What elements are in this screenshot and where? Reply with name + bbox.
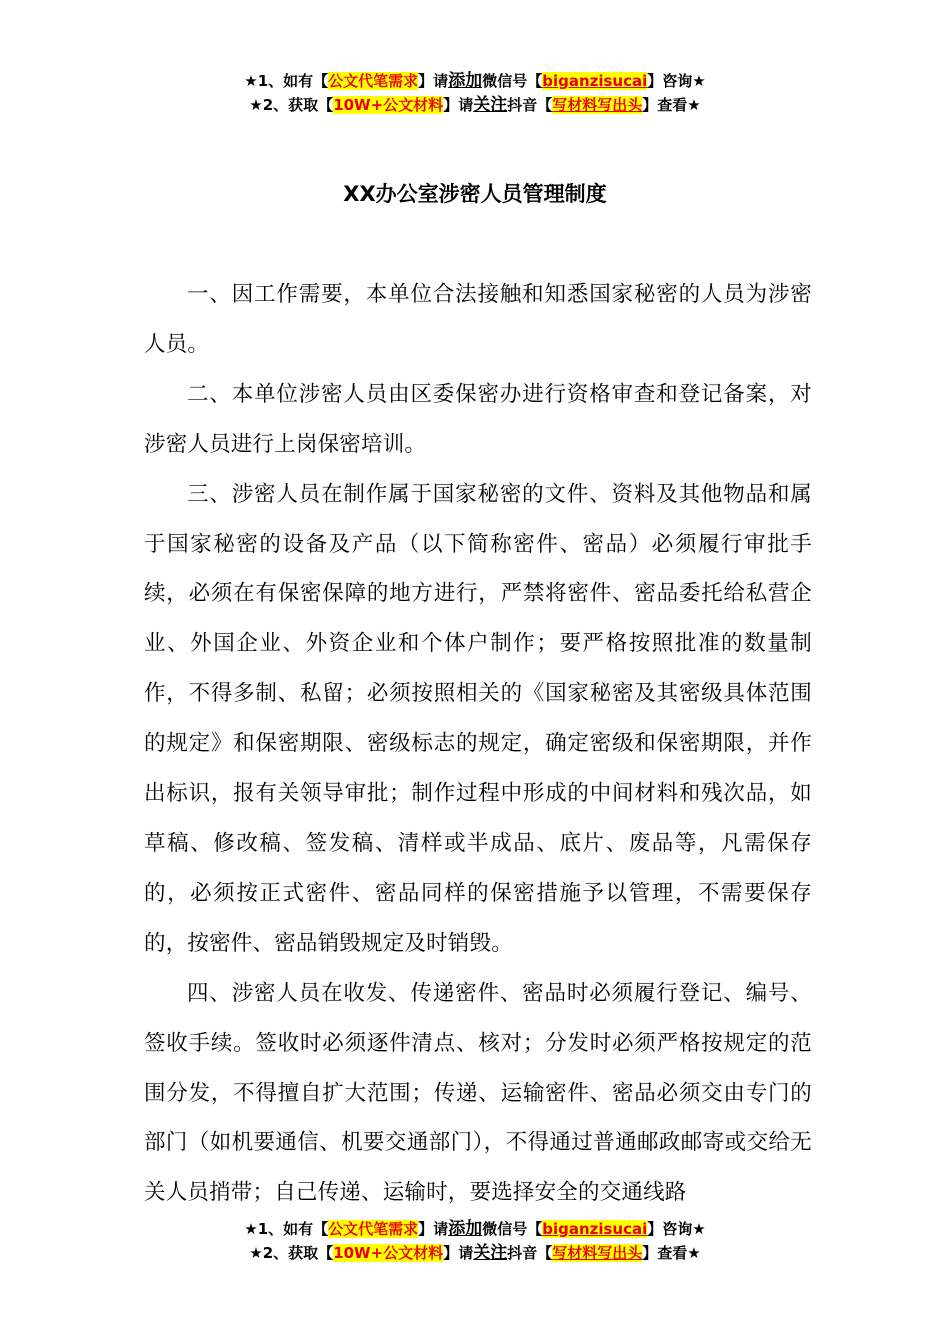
promo-text: 】咨询★: [647, 72, 706, 90]
promo-text: 】查看★: [642, 96, 701, 114]
paragraph-3: 三、涉密人员在制作属于国家秘密的文件、资料及其他物品和属于国家秘密的设备及产品（以下简称密件、密品）必须履行审批手续，必须在有保密保障的地方进行，严禁将密件、密品委托给私营企业、外国企业、外资企业和个体户制作；要严格按照批准的数量制作，不得多制、私留；必须按照相关的《国家秘密及其密级具体范围的规定》和保密期限、密级标志的规定，确定密级和保密期限，并作出标识，报有关领导审批；制作过程中形成的中间材料和残次品，如草稿、修改稿、签发稿、清样或半成品、底片、废品等，凡需保存的，必须按正式密件、密品同样的保密措施予以管理，不需要保存的，按密件、密品销毁规定及时销毁。: [144, 481, 812, 956]
promo-text: 】请: [418, 1220, 449, 1238]
promo-line-2: [0, 93, 950, 117]
promo-text: 微信号【: [482, 1220, 543, 1238]
paragraph-4: 四、涉密人员在收发、传递密件、密品时必须履行登记、编号、签收手续。签收时必须逐件清点、核对；分发时必须严格按规定的范围分发，不得擅自扩大范围；传递、运输密件、密品必须交由专门的部门（如机要通信、机要交通部门），不得通过普通邮政邮寄或交给无关人员捎带；自己传递、运输时，要选择安全的交通线路: [144, 980, 812, 1206]
promo-text: ★2、获取【: [249, 96, 334, 114]
promo-text: 抖音【: [507, 1244, 553, 1262]
paragraph-2: 二、本单位涉密人员由区委保密办进行资格审查和登记备案，对涉密人员进行上岗保密培训。: [144, 381, 812, 457]
promo-banner-top: [0, 69, 950, 117]
promo-highlight: 公文代笔需求: [328, 72, 419, 90]
document-title: XX办公室涉密人员管理制度: [343, 182, 607, 206]
promo-text: 微信号【: [482, 72, 543, 90]
promo-line-1: [0, 69, 950, 93]
promo-emphasis: 关注: [473, 95, 508, 115]
promo-highlight: 10W+公文材料: [333, 1244, 444, 1262]
promo-text: 】查看★: [642, 1244, 701, 1262]
promo-text: ★1、如有【: [244, 72, 329, 90]
promo-wechat-id: biganzisucai: [542, 1220, 648, 1238]
promo-text: ★2、获取【: [249, 1244, 334, 1262]
document-body: [144, 270, 812, 1218]
promo-wechat-id: biganzisucai: [542, 72, 648, 90]
promo-douyin-id: 写材料写出头: [552, 96, 643, 114]
promo-text: 】请: [418, 72, 449, 90]
promo-text: 】请: [443, 1244, 474, 1262]
promo-line-1: [0, 1217, 950, 1241]
promo-emphasis: 关注: [473, 1243, 508, 1263]
promo-highlight: 10W+公文材料: [333, 96, 444, 114]
promo-emphasis: 添加: [448, 1219, 483, 1239]
promo-text: 抖音【: [507, 96, 553, 114]
paragraph-1: 一、因工作需要，本单位合法接触和知悉国家秘密的人员为涉密人员。: [144, 282, 812, 357]
promo-douyin-id: 写材料写出头: [552, 1244, 643, 1262]
promo-line-2: [0, 1241, 950, 1265]
promo-text: 】咨询★: [647, 1220, 706, 1238]
promo-highlight: 公文代笔需求: [328, 1220, 419, 1238]
promo-text: ★1、如有【: [244, 1220, 329, 1238]
promo-banner-bottom: [0, 1217, 950, 1265]
promo-emphasis: 添加: [448, 71, 483, 91]
promo-text: 】请: [443, 96, 474, 114]
